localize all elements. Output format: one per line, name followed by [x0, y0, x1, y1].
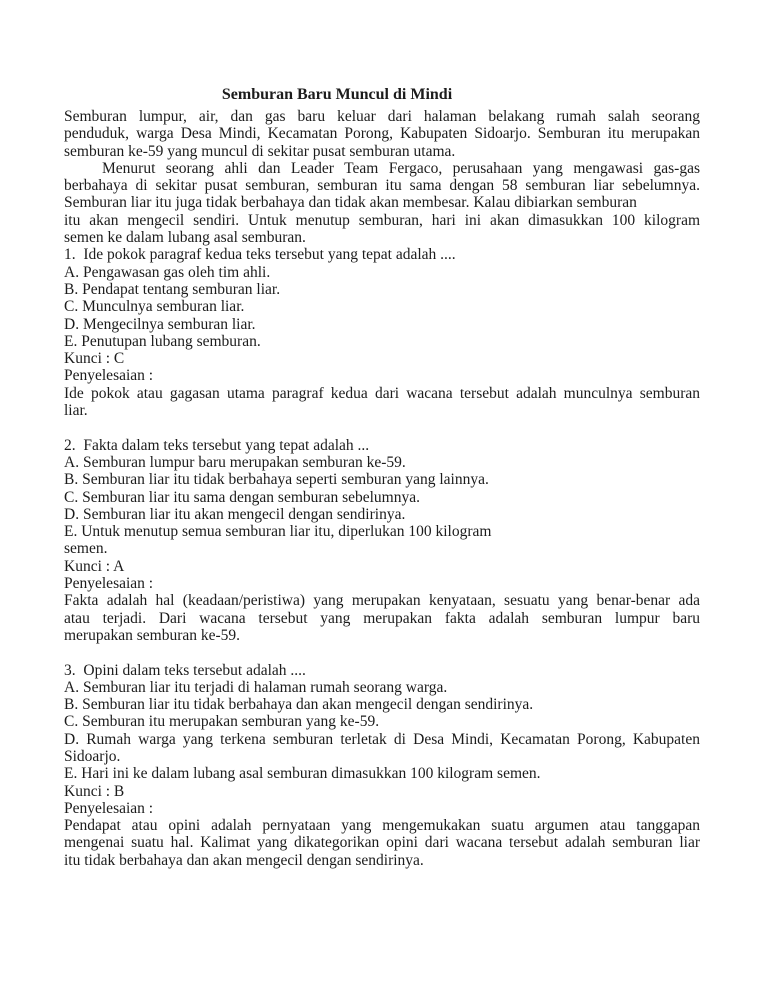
text-line: D. Rumah warga yang terkena semburan terletak di Desa Mindi, Kecamatan Porong, Kabupaten — [64, 730, 700, 748]
text-line — [64, 644, 700, 661]
text-line: E. Hari ini ke dalam lubang asal semburan dimasukkan 100 kilogram semen. — [64, 765, 541, 783]
text-line: 3. Opini dalam teks tersebut adalah .... — [64, 661, 306, 679]
text-line: B. Semburan liar itu tidak berbahaya dan akan mengecil dengan sendirinya. — [64, 696, 534, 714]
text-line: itu tidak berbahaya dan akan mengecil dengan sendirinya. — [64, 851, 424, 869]
text-line: E. Untuk menutup semua semburan liar itu, diperlukan 100 kilogram — [64, 523, 492, 541]
text-line: D. Mengecilnya semburan liar. — [64, 315, 256, 333]
text-line: Sidoarjo. — [64, 747, 121, 765]
text-line: Fakta adalah hal (keadaan/peristiwa) yang merupakan kenyataan, sesuatu yang benar-benar ada — [64, 592, 700, 610]
text-line: Penyelesaian : — [64, 575, 154, 593]
text-line: semen. — [64, 540, 108, 558]
text-line: Kunci : C — [64, 350, 125, 368]
text-line: atau terjadi. Dari wacana tersebut yang merupakan fakta adalah semburan lumpur baru — [64, 609, 700, 627]
text-line: Penyelesaian : — [64, 799, 154, 817]
text-line: A. Pengawasan gas oleh tim ahli. — [64, 263, 271, 281]
text-line: merupakan semburan ke-59. — [64, 626, 241, 644]
text-line: Kunci : B — [64, 782, 125, 800]
text-line — [64, 419, 700, 436]
text-line: A. Semburan lumpur baru merupakan semburan ke-59. — [64, 453, 406, 471]
text-line: Semburan liar itu juga tidak berbahaya dan tidak akan membesar. Kalau dibiarkan semburan — [64, 194, 637, 212]
text-line: Penyelesaian : — [64, 367, 154, 385]
text-line: berbahaya di sekitar pusat semburan, semburan itu sama dengan 58 semburan liar sebelumnya. — [64, 177, 700, 195]
document-body — [64, 108, 700, 869]
text-line: 2. Fakta dalam teks tersebut yang tepat adalah ... — [64, 436, 370, 454]
text-line: E. Penutupan lubang semburan. — [64, 332, 261, 350]
text-line: B. Semburan liar itu tidak berbahaya seperti semburan yang lainnya. — [64, 471, 489, 489]
text-line: Menurut seorang ahli dan Leader Team Fergaco, perusahaan yang mengawasi gas-gas — [102, 159, 700, 177]
text-line: 1. Ide pokok paragraf kedua teks tersebut yang tepat adalah .... — [64, 246, 456, 264]
text-line: semen ke dalam lubang asal semburan. — [64, 229, 306, 247]
text-line: penduduk, warga Desa Mindi, Kecamatan Porong, Kabupaten Sidoarjo. Semburan itu merupakan — [64, 125, 700, 143]
text-line: liar. — [64, 402, 88, 420]
text-line: Ide pokok atau gagasan utama paragraf kedua dari wacana tersebut adalah munculnya semburan — [64, 384, 700, 402]
text-line: semburan ke-59 yang muncul di sekitar pusat semburan utama. — [64, 142, 456, 160]
text-line: A. Semburan liar itu terjadi di halaman rumah seorang warga. — [64, 678, 448, 696]
text-line: C. Semburan liar itu sama dengan semburan sebelumnya. — [64, 488, 420, 506]
document-title: Semburan Baru Muncul di Mindi — [221, 86, 453, 103]
text-line: Kunci : A — [64, 557, 125, 575]
text-line: itu akan mengecil sendiri. Untuk menutup semburan, hari ini akan dimasukkan 100 kilogram — [64, 211, 700, 229]
text-line: C. Semburan itu merupakan semburan yang ke-59. — [64, 713, 380, 731]
text-line: C. Munculnya semburan liar. — [64, 298, 245, 316]
text-line: Pendapat atau opini adalah pernyataan yang mengemukakan suatu argumen atau tanggapan — [64, 817, 700, 835]
text-line: B. Pendapat tentang semburan liar. — [64, 280, 281, 298]
text-line: mengenai suatu hal. Kalimat yang dikategorikan opini dari wacana tersebut adalah semburan liar — [64, 834, 700, 852]
text-line: D. Semburan liar itu akan mengecil dengan sendirinya. — [64, 505, 406, 523]
text-line: Semburan lumpur, air, dan gas baru keluar dari halaman belakang rumah salah seorang — [64, 108, 700, 125]
